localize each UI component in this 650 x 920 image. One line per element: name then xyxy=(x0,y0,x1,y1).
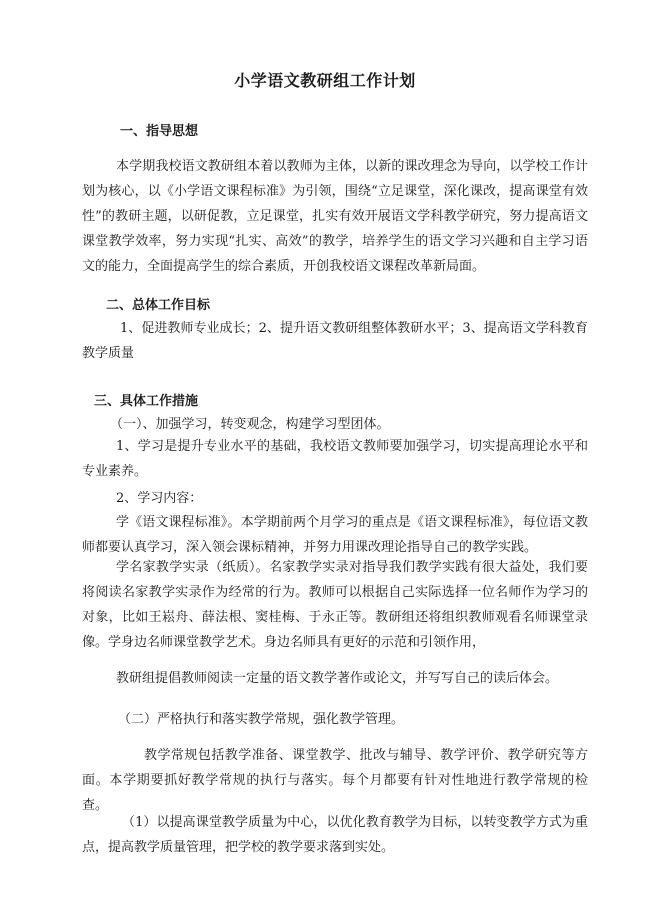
subheading-strengthen-learning: （一）、加强学习，转变观念，构建学习型团体。 xyxy=(110,417,390,432)
page-title: 小学语文教研组工作计划 xyxy=(234,71,416,90)
paragraph-reading-advocacy: 教研组提倡教师阅读一定量的语文教学著作或论文，并写写自己的读后体会。 xyxy=(116,671,559,686)
paragraph-teaching-routine: 教学常规包括教学准备、课堂教学、批改与辅导、教学评价、教学研究等方面。本学期要抓好教学常规的执行与落实。每个月都要有针对性地进行教学常规的检查。 xyxy=(82,748,588,813)
paragraph-study-curriculum-standard: 学《语文课程标准》。本学期前两个月学习的重点是《语文课程标准》，每位语文教师都要认真学习，深入领会课标精神，并努力用课改理论指导自己的教学实践。 xyxy=(82,515,588,555)
section-heading-guiding-ideology: 一、指导思想 xyxy=(120,124,199,139)
subheading-teaching-routine: （二）严格执行和落实教学常规，强化教学管理。 xyxy=(118,712,405,727)
paragraph-study-master-teachers: 学名家教学实录（纸质）。名家教学实录对指导我们教学实践有很大益处，我们要将阅读名家教学实录作为经常的行为。教师可以根据自己实际选择一位名师作为学习的对象，比如王崧舟、薛法根、窦桂梅、于永正等。教研组还将组织教师观看名师课堂录像。学身边名师课堂教学艺术。身边名师具有更好的示范和引领作用， xyxy=(82,560,588,650)
paragraph-learning-content-label: 2、学习内容： xyxy=(116,491,203,506)
paragraph-guiding-ideology: 本学期我校语文教研组本着以教师为主体，以新的课改理念为导向，以学校工作计划为核心，以《小学语文课程标准》为引领，围绕“立足课堂，深化课改，提高课堂有效性”的教研主题，以研促教，立足课堂，扎实有效开展语文学科教学研究，努力提高语文课堂教学效率，努力实现“扎实、高效”的教学，培养学生的语文学习兴趣和自主学习语文的能力，全面提高学生的综合素质，开创我校语文课程改革新局面。 xyxy=(82,159,588,274)
paragraph-classroom-quality: （1）以提高课堂教学质量为中心，以优化教育教学为目标，以转变教学方式为重点，提高教学质量管理，把学校的教学要求落到实处。 xyxy=(82,815,588,855)
paragraph-learning-foundation: 1、学习是提升专业水平的基础，我校语文教师要加强学习，切实提高理论水平和专业素养。 xyxy=(82,439,588,479)
section-heading-specific-measures: 三、具体工作措施 xyxy=(94,394,199,409)
section-heading-overall-goals: 二、总体工作目标 xyxy=(106,298,211,313)
paragraph-overall-goals: 1、促进教师专业成长；2、提升语文教研组整体教研水平；3、提高语文学科教育教学质量 xyxy=(82,321,588,361)
